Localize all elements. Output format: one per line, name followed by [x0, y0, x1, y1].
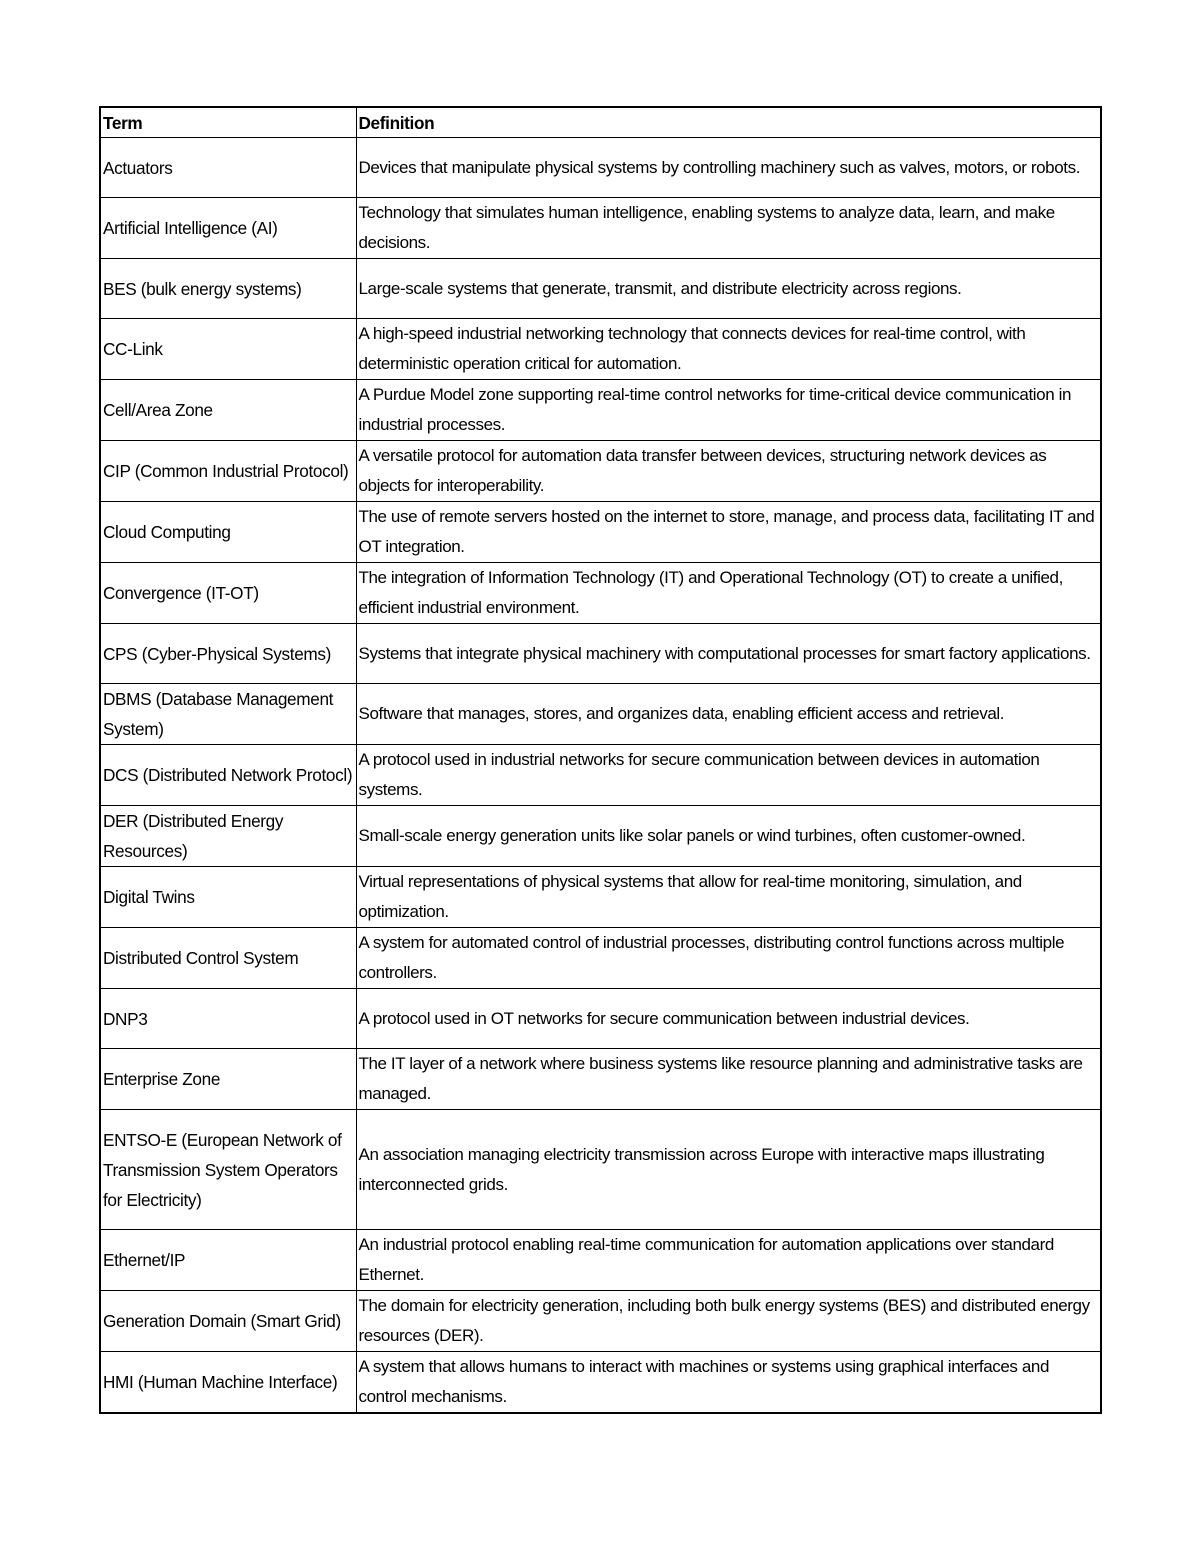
table-row	[100, 1049, 1101, 1110]
table-row	[100, 502, 1101, 563]
table-row	[100, 138, 1101, 198]
table-body	[100, 138, 1101, 1414]
table-row	[100, 259, 1101, 319]
term-cell: CPS (Cyber-Physical Systems)	[100, 624, 356, 684]
term-cell: DBMS (Database Management System)	[100, 684, 356, 745]
table-row	[100, 806, 1101, 867]
term-cell: DNP3	[100, 989, 356, 1049]
term-cell: CC-Link	[100, 319, 356, 380]
term-cell: Generation Domain (Smart Grid)	[100, 1291, 356, 1352]
term-cell: Cell/Area Zone	[100, 380, 356, 441]
definition-cell: Virtual representations of physical systems that allow for real-time monitoring, simulation, and optimization.	[356, 867, 1101, 928]
table-row	[100, 563, 1101, 624]
definition-cell: A protocol used in industrial networks for secure communication between devices in automation systems.	[356, 745, 1101, 806]
definition-cell: A high-speed industrial networking technology that connects devices for real-time control, with deterministic operation critical for automation.	[356, 319, 1101, 380]
definition-cell: An association managing electricity transmission across Europe with interactive maps illustrating interconnected grids.	[356, 1110, 1101, 1230]
definition-cell: A versatile protocol for automation data transfer between devices, structuring network devices as objects for interoperability.	[356, 441, 1101, 502]
table-row	[100, 624, 1101, 684]
definition-cell: A Purdue Model zone supporting real-time control networks for time-critical device communication in industrial processes.	[356, 380, 1101, 441]
term-cell: Distributed Control System	[100, 928, 356, 989]
definition-column-header: Definition	[356, 107, 1101, 138]
term-cell: Digital Twins	[100, 867, 356, 928]
term-cell: Cloud Computing	[100, 502, 356, 563]
definition-cell: Systems that integrate physical machinery with computational processes for smart factory applications.	[356, 624, 1101, 684]
table-row	[100, 1352, 1101, 1414]
term-column-header: Term	[100, 107, 356, 138]
table-row	[100, 1110, 1101, 1230]
table-row	[100, 684, 1101, 745]
term-cell: DCS (Distributed Network Protocl)	[100, 745, 356, 806]
term-cell: BES (bulk energy systems)	[100, 259, 356, 319]
table-row	[100, 1291, 1101, 1352]
table-row	[100, 198, 1101, 259]
definition-cell: The domain for electricity generation, including both bulk energy systems (BES) and distributed energy resources (DER).	[356, 1291, 1101, 1352]
table-row	[100, 928, 1101, 989]
term-cell: ENTSO-E (European Network of Transmission System Operators for Electricity)	[100, 1110, 356, 1230]
definition-cell: A system for automated control of industrial processes, distributing control functions across multiple controllers.	[356, 928, 1101, 989]
term-cell: CIP (Common Industrial Protocol)	[100, 441, 356, 502]
definition-cell: Devices that manipulate physical systems by controlling machinery such as valves, motors, or robots.	[356, 138, 1101, 198]
table-row	[100, 441, 1101, 502]
definition-cell: A protocol used in OT networks for secure communication between industrial devices.	[356, 989, 1101, 1049]
definition-cell: The integration of Information Technology (IT) and Operational Technology (OT) to create a unified, efficient industrial environment.	[356, 563, 1101, 624]
table-row	[100, 1230, 1101, 1291]
table-row	[100, 319, 1101, 380]
definition-cell: Software that manages, stores, and organizes data, enabling efficient access and retrieval.	[356, 684, 1101, 745]
term-cell: Enterprise Zone	[100, 1049, 356, 1110]
definition-cell: Large-scale systems that generate, transmit, and distribute electricity across regions.	[356, 259, 1101, 319]
definition-cell: The use of remote servers hosted on the internet to store, manage, and process data, facilitating IT and OT integration.	[356, 502, 1101, 563]
table-row	[100, 380, 1101, 441]
definition-cell: A system that allows humans to interact with machines or systems using graphical interfaces and control mechanisms.	[356, 1352, 1101, 1414]
glossary-table	[99, 106, 1102, 1414]
table-row	[100, 867, 1101, 928]
term-cell: Actuators	[100, 138, 356, 198]
definition-cell: Technology that simulates human intelligence, enabling systems to analyze data, learn, and make decisions.	[356, 198, 1101, 259]
term-cell: Convergence (IT-OT)	[100, 563, 356, 624]
term-cell: Ethernet/IP	[100, 1230, 356, 1291]
definition-cell: Small-scale energy generation units like solar panels or wind turbines, often customer-owned.	[356, 806, 1101, 867]
definition-cell: An industrial protocol enabling real-time communication for automation applications over standard Ethernet.	[356, 1230, 1101, 1291]
table-row	[100, 745, 1101, 806]
term-cell: HMI (Human Machine Interface)	[100, 1352, 356, 1414]
definition-cell: The IT layer of a network where business systems like resource planning and administrative tasks are managed.	[356, 1049, 1101, 1110]
table-row	[100, 989, 1101, 1049]
table-header-row	[100, 107, 1101, 138]
term-cell: DER (Distributed Energy Resources)	[100, 806, 356, 867]
term-cell: Artificial Intelligence (AI)	[100, 198, 356, 259]
